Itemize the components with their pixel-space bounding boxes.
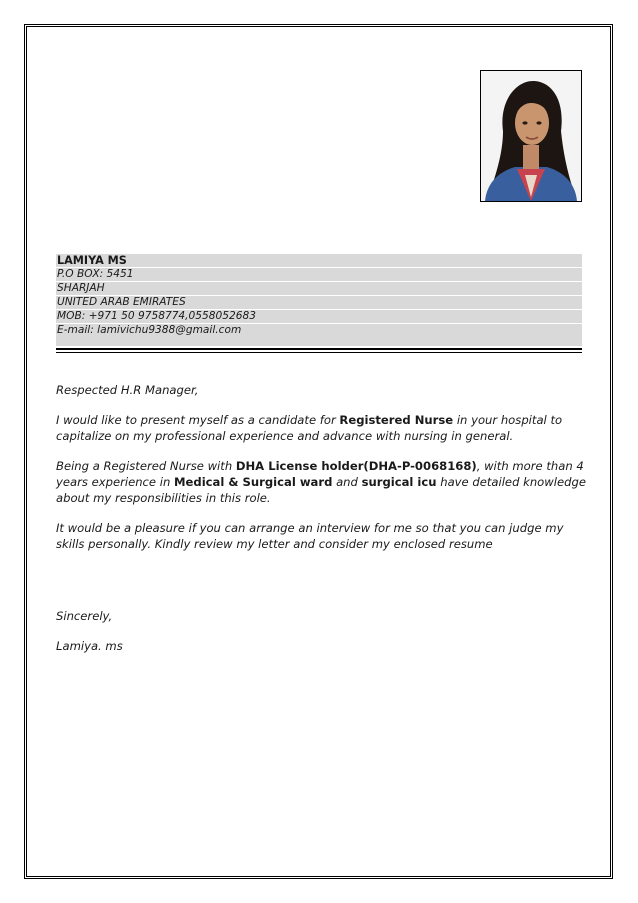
signature: Lamiya. ms [56, 639, 123, 653]
icu-highlight: surgical icu [361, 475, 437, 489]
intro-text: I would like to present myself as a candidate for [56, 413, 340, 427]
experience-text-and: and [332, 475, 362, 489]
experience-text-end: have detailed knowledge about my responsibilities in this role. [56, 475, 586, 505]
mobile-number: MOB: +971 50 9758774,0558052683 [56, 310, 582, 324]
license-highlight: DHA License holder(DHA-P-0068168) [235, 459, 477, 473]
closing: Sincerely, [56, 609, 113, 623]
header-divider-thin [56, 352, 582, 353]
experience-text-mid: , with more than 4 years experience in [56, 459, 584, 489]
experience-text: Being a Registered Nurse with [56, 459, 236, 473]
intro-text-end: in your hospital to capitalize on my professional experience and advance with nursing in general. [56, 413, 563, 443]
ward-highlight: Medical & Surgical ward [174, 475, 333, 489]
paragraph-intro [56, 412, 586, 444]
email-address: E-mail: lamivichu9388@gmail.com [56, 324, 582, 347]
cover-letter-body [56, 382, 586, 668]
role-highlight: Registered Nurse [339, 413, 454, 427]
city: SHARJAH [56, 282, 582, 296]
person-photo-icon [481, 71, 581, 201]
paragraph-experience [56, 458, 586, 506]
applicant-name: LAMIYA MS [56, 254, 582, 268]
paragraph-interview: It would be a pleasure if you can arrange an interview for me so that you can judge my skills personally. Kindly review my letter and consider my enclosed resume [56, 521, 564, 551]
country: UNITED ARAB EMIRATES [56, 296, 582, 310]
header-divider [56, 348, 582, 350]
po-box: P.O BOX: 5451 [56, 268, 582, 282]
contact-block [56, 254, 582, 347]
spacer [56, 566, 586, 608]
salutation: Respected H.R Manager, [56, 383, 199, 397]
applicant-photo [480, 70, 582, 202]
